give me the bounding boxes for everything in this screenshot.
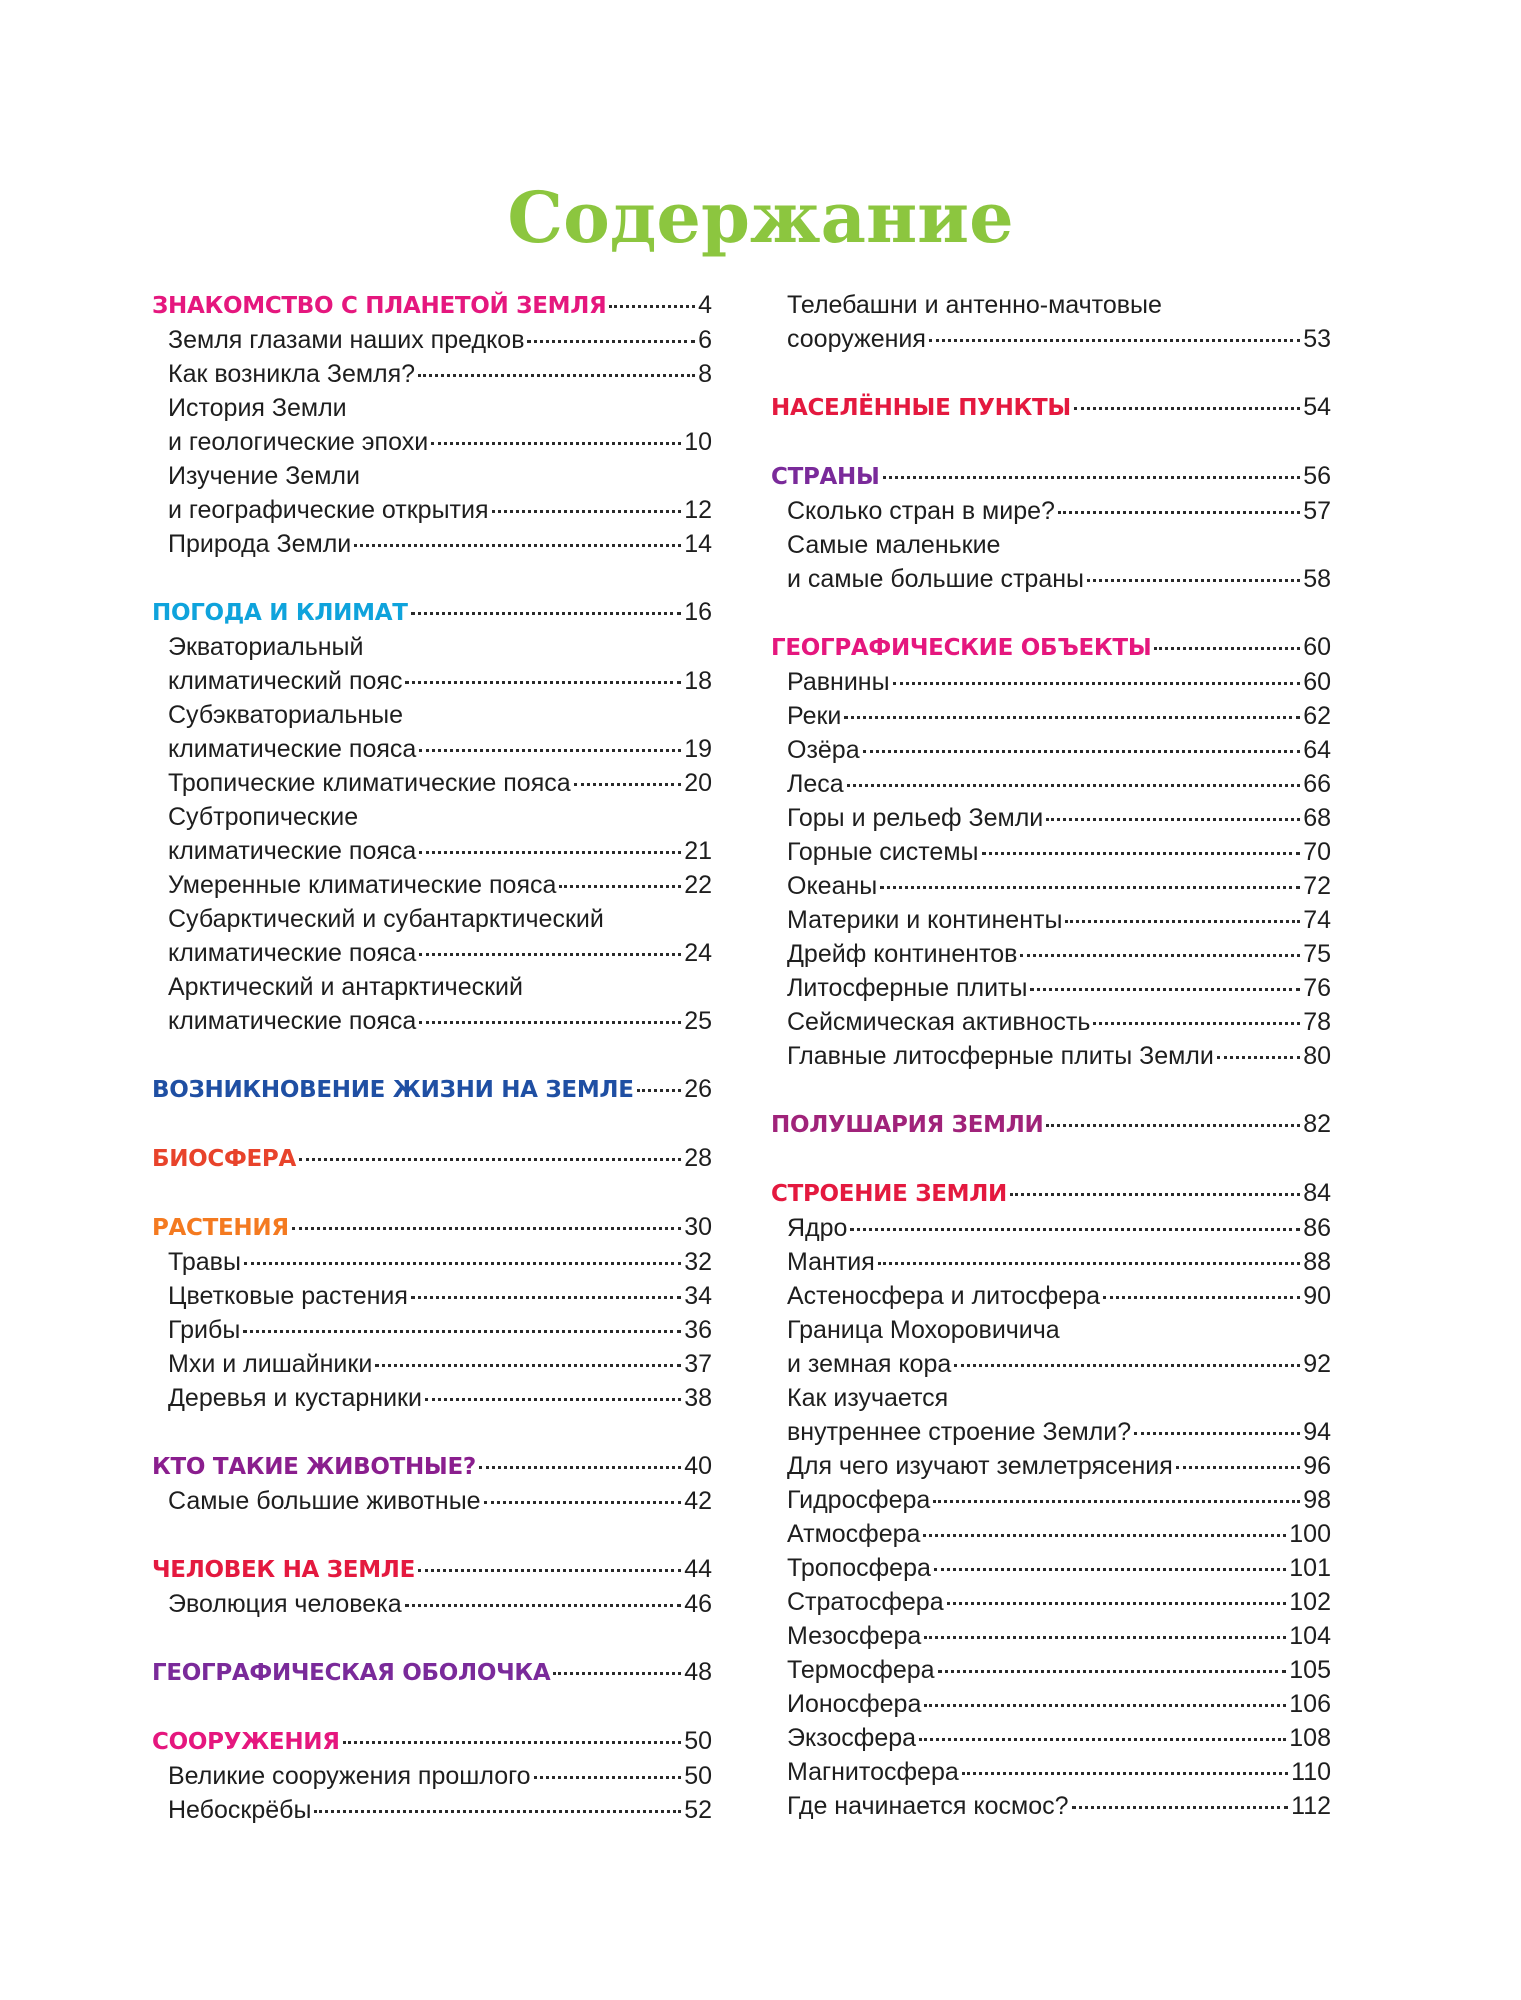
section-title: БИОСФЕРА xyxy=(152,1146,296,1172)
entry-title: Телебашни и антенно-мачтовые xyxy=(787,291,1162,319)
dot-leader xyxy=(934,1568,1286,1571)
dot-leader xyxy=(431,442,681,445)
page-number: 108 xyxy=(1289,1724,1331,1752)
entry-title: климатические пояса xyxy=(168,735,417,763)
page-number: 40 xyxy=(684,1452,712,1480)
page-number: 28 xyxy=(684,1144,712,1172)
page-number: 74 xyxy=(1303,906,1331,934)
page-number: 92 xyxy=(1303,1350,1331,1378)
dot-leader xyxy=(243,1330,681,1333)
section-title: КТО ТАКИЕ ЖИВОТНЫЕ? xyxy=(152,1454,476,1480)
entry-title: Литосферные плиты xyxy=(787,974,1028,1002)
entry-title: Для чего изучают землетрясения xyxy=(787,1452,1173,1480)
toc-entry[interactable] xyxy=(771,1551,1331,1585)
dot-leader xyxy=(1134,1432,1300,1435)
toc-entry[interactable] xyxy=(152,323,712,357)
section-title: СООРУЖЕНИЯ xyxy=(152,1729,340,1755)
entry-title: Граница Мохоровичича xyxy=(787,1316,1060,1344)
entry-title: Сколько стран в мире? xyxy=(787,497,1055,525)
page-number: 6 xyxy=(698,326,712,354)
page-number: 50 xyxy=(684,1762,712,1790)
page-number: 64 xyxy=(1303,736,1331,764)
entry-title: Как изучается xyxy=(787,1384,949,1412)
entry-title: Горные системы xyxy=(787,838,979,866)
page-number: 72 xyxy=(1303,872,1331,900)
entry-title: Земля глазами наших предков xyxy=(168,326,525,354)
page-number: 58 xyxy=(1303,565,1331,593)
page-title: Содержание xyxy=(507,176,1014,259)
entry-title: Реки xyxy=(787,702,842,730)
toc-entry[interactable] xyxy=(152,1381,712,1415)
page-number: 96 xyxy=(1303,1452,1331,1480)
dot-leader xyxy=(1093,1022,1300,1025)
page-number: 68 xyxy=(1303,804,1331,832)
entry-title: Тропические климатические пояса xyxy=(168,769,571,797)
section-title: ГЕОГРАФИЧЕСКИЕ ОБЪЕКТЫ xyxy=(771,635,1152,661)
toc-entry[interactable] xyxy=(152,1279,712,1313)
dot-leader xyxy=(883,476,1301,479)
toc-entry[interactable] xyxy=(771,1755,1331,1789)
entry-title: Магнитосфера xyxy=(787,1758,959,1786)
entry-title: Материки и континенты xyxy=(787,906,1063,934)
toc-entry[interactable] xyxy=(152,357,712,391)
entry-title: Мезосфера xyxy=(787,1622,922,1650)
dot-leader xyxy=(419,749,681,752)
toc-entry[interactable] xyxy=(771,971,1331,1005)
dot-leader xyxy=(425,1398,681,1401)
dot-leader xyxy=(954,1364,1300,1367)
section-title: ПОЛУШАРИЯ ЗЕМЛИ xyxy=(771,1112,1044,1138)
dot-leader xyxy=(1010,1193,1300,1196)
dot-leader xyxy=(1020,954,1300,957)
page-number: 48 xyxy=(684,1658,712,1686)
entry-title: Мантия xyxy=(787,1248,875,1276)
toc-section-heading[interactable] xyxy=(152,1141,712,1176)
toc-section-heading[interactable] xyxy=(152,1449,712,1484)
toc-section-heading[interactable] xyxy=(152,288,712,323)
section-spacer xyxy=(771,1073,1331,1107)
dot-leader xyxy=(609,305,695,308)
toc-section-heading[interactable] xyxy=(771,390,1331,425)
toc-entry[interactable] xyxy=(152,1313,712,1347)
dot-leader xyxy=(880,886,1300,889)
section-spacer xyxy=(771,596,1331,630)
toc-entry[interactable] xyxy=(152,902,712,970)
dot-leader xyxy=(419,851,681,854)
entry-title: Травы xyxy=(168,1248,241,1276)
page-number: 112 xyxy=(1291,1792,1331,1820)
entry-title: Изучение Земли xyxy=(168,462,360,490)
page-number: 75 xyxy=(1303,940,1331,968)
entry-title: История Земли xyxy=(168,394,347,422)
page-number: 36 xyxy=(684,1316,712,1344)
section-title: НАСЕЛЁННЫЕ ПУНКТЫ xyxy=(771,395,1071,421)
dot-leader xyxy=(292,1227,681,1230)
entry-title: Мхи и лишайники xyxy=(168,1350,373,1378)
dot-leader xyxy=(878,1262,1300,1265)
toc-entry[interactable] xyxy=(771,1245,1331,1279)
dot-leader xyxy=(418,1569,681,1572)
entry-title: Океаны xyxy=(787,872,878,900)
toc-right-column xyxy=(771,288,1331,1823)
dot-leader xyxy=(419,953,681,956)
toc-entry[interactable] xyxy=(152,1484,712,1518)
dot-leader xyxy=(411,1296,681,1299)
toc-entry[interactable] xyxy=(771,699,1331,733)
entry-title: Самые маленькие xyxy=(787,531,1001,559)
page-number: 78 xyxy=(1303,1008,1331,1036)
dot-leader xyxy=(479,1466,681,1469)
entry-title: и земная кора xyxy=(787,1350,952,1378)
dot-leader xyxy=(418,374,695,377)
dot-leader xyxy=(844,716,1300,719)
entry-title: внутреннее строение Земли? xyxy=(787,1418,1132,1446)
toc-entry[interactable] xyxy=(771,801,1331,835)
page-number: 38 xyxy=(684,1384,712,1412)
dot-leader xyxy=(314,1810,681,1813)
entry-title: Самые большие животные xyxy=(168,1487,481,1515)
entry-title: Ионосфера xyxy=(787,1690,922,1718)
page-number: 57 xyxy=(1303,497,1331,525)
entry-title: Экваториальный xyxy=(168,633,364,661)
page-number: 20 xyxy=(684,769,712,797)
dot-leader xyxy=(1154,647,1300,650)
entry-title: и географические открытия xyxy=(168,496,489,524)
dot-leader xyxy=(1217,1056,1300,1059)
dot-leader xyxy=(244,1262,681,1265)
toc-section-heading[interactable] xyxy=(152,1724,712,1759)
section-title: ПОГОДА И КЛИМАТ xyxy=(152,600,408,626)
page-number: 53 xyxy=(1303,325,1331,353)
dot-leader xyxy=(938,1670,1287,1673)
page-number: 10 xyxy=(684,428,712,456)
dot-leader xyxy=(343,1741,682,1744)
section-spacer xyxy=(152,1415,712,1449)
section-spacer xyxy=(152,1038,712,1072)
section-spacer xyxy=(771,356,1331,390)
dot-leader xyxy=(1074,407,1300,410)
toc-entry[interactable] xyxy=(771,903,1331,937)
toc-entry[interactable] xyxy=(152,970,712,1038)
toc-entry[interactable] xyxy=(771,1687,1331,1721)
dot-leader xyxy=(534,1776,682,1779)
entry-title: Цветковые растения xyxy=(168,1282,408,1310)
page-number: 90 xyxy=(1303,1282,1331,1310)
entry-title: Субэкваториальные xyxy=(168,701,404,729)
toc-entry[interactable] xyxy=(771,1721,1331,1755)
dot-leader xyxy=(1065,920,1300,923)
entry-title: Грибы xyxy=(168,1316,241,1344)
page-number: 24 xyxy=(684,939,712,967)
toc-section-heading[interactable] xyxy=(152,595,712,630)
toc-entry[interactable] xyxy=(771,733,1331,767)
toc-section-heading[interactable] xyxy=(771,1176,1331,1211)
dot-leader xyxy=(411,612,682,615)
section-spacer xyxy=(152,1690,712,1724)
toc-entry[interactable] xyxy=(152,868,712,902)
page-number: 76 xyxy=(1303,974,1331,1002)
entry-title: Великие сооружения прошлого xyxy=(168,1762,531,1790)
toc-section-heading[interactable] xyxy=(152,1072,712,1107)
section-title: СТРАНЫ xyxy=(771,464,880,490)
entry-title: Тропосфера xyxy=(787,1554,931,1582)
toc-entry[interactable] xyxy=(771,494,1331,528)
toc-entry[interactable] xyxy=(771,767,1331,801)
toc-entry[interactable] xyxy=(771,528,1331,596)
entry-title: Субарктический и субантарктический xyxy=(168,905,604,933)
dot-leader xyxy=(1087,579,1300,582)
entry-title: климатические пояса xyxy=(168,939,417,967)
page-number: 8 xyxy=(698,360,712,388)
entry-title: Эволюция человека xyxy=(168,1590,402,1618)
section-spacer xyxy=(771,1142,1331,1176)
toc-entry[interactable] xyxy=(771,1449,1331,1483)
entry-title: Атмосфера xyxy=(787,1520,921,1548)
dot-leader xyxy=(492,510,682,513)
dot-leader xyxy=(923,1534,1286,1537)
dot-leader xyxy=(1103,1296,1300,1299)
section-spacer xyxy=(152,1518,712,1552)
entry-title: Экзосфера xyxy=(787,1724,917,1752)
toc-left-column xyxy=(152,288,712,1827)
section-title: ЗНАКОМСТВО С ПЛАНЕТОЙ ЗЕМЛЯ xyxy=(152,293,607,319)
page-number: 26 xyxy=(684,1075,712,1103)
dot-leader xyxy=(933,1500,1300,1503)
page-number: 54 xyxy=(1303,393,1331,421)
page-number: 32 xyxy=(684,1248,712,1276)
page-number: 30 xyxy=(684,1213,712,1241)
page-number: 14 xyxy=(684,530,712,558)
dot-leader xyxy=(375,1364,681,1367)
toc-entry[interactable] xyxy=(152,766,712,800)
entry-title: Субтропические xyxy=(168,803,359,831)
dot-leader xyxy=(1030,988,1300,991)
entry-title: Дрейф континентов xyxy=(787,940,1018,968)
dot-leader xyxy=(1046,1124,1300,1127)
dot-leader xyxy=(637,1089,682,1092)
page-number: 106 xyxy=(1289,1690,1331,1718)
dot-leader xyxy=(1046,818,1300,821)
toc-entry[interactable] xyxy=(152,1759,712,1793)
toc-entry[interactable] xyxy=(771,1789,1331,1823)
page-number: 70 xyxy=(1303,838,1331,866)
section-spacer xyxy=(771,425,1331,459)
dot-leader xyxy=(947,1602,1287,1605)
page-number: 12 xyxy=(684,496,712,524)
entry-title: Как возникла Земля? xyxy=(168,360,416,388)
page-number: 102 xyxy=(1289,1588,1331,1616)
page-number: 34 xyxy=(684,1282,712,1310)
toc-entry[interactable] xyxy=(152,1793,712,1827)
dot-leader xyxy=(893,682,1301,685)
dot-leader xyxy=(419,1021,681,1024)
page-number: 100 xyxy=(1289,1520,1331,1548)
section-title: СТРОЕНИЕ ЗЕМЛИ xyxy=(771,1181,1007,1207)
entry-title: Деревья и кустарники xyxy=(168,1384,422,1412)
entry-title: Леса xyxy=(787,770,844,798)
section-title: ЧЕЛОВЕК НА ЗЕМЛЕ xyxy=(152,1557,416,1583)
page-number: 84 xyxy=(1303,1179,1331,1207)
page-number: 4 xyxy=(698,291,712,319)
section-spacer xyxy=(152,1176,712,1210)
toc-section-heading[interactable] xyxy=(152,1210,712,1245)
section-spacer xyxy=(152,1621,712,1655)
page-number: 52 xyxy=(684,1796,712,1824)
entry-title: Гидросфера xyxy=(787,1486,931,1514)
toc-entry[interactable] xyxy=(771,869,1331,903)
toc-entry[interactable] xyxy=(771,1005,1331,1039)
toc-entry[interactable] xyxy=(152,630,712,698)
page-number: 94 xyxy=(1303,1418,1331,1446)
page-number: 105 xyxy=(1289,1656,1331,1684)
toc-entry[interactable] xyxy=(771,835,1331,869)
page-number: 56 xyxy=(1303,462,1331,490)
page-number: 50 xyxy=(684,1727,712,1755)
entry-title: Горы и рельеф Земли xyxy=(787,804,1044,832)
dot-leader xyxy=(924,1704,1286,1707)
toc-entry[interactable] xyxy=(152,800,712,868)
toc-entry[interactable] xyxy=(771,1211,1331,1245)
page-number: 18 xyxy=(684,667,712,695)
dot-leader xyxy=(863,750,1301,753)
entry-title: Главные литосферные плиты Земли xyxy=(787,1042,1214,1070)
dot-leader xyxy=(574,783,682,786)
entry-title: Равнины xyxy=(787,668,890,696)
page-number: 104 xyxy=(1289,1622,1331,1650)
toc-entry[interactable] xyxy=(771,665,1331,699)
entry-title: Термосфера xyxy=(787,1656,935,1684)
toc-entry[interactable] xyxy=(771,1313,1331,1381)
dot-leader xyxy=(847,784,1300,787)
page-number: 60 xyxy=(1303,633,1331,661)
page-number: 86 xyxy=(1303,1214,1331,1242)
dot-leader xyxy=(919,1738,1286,1741)
toc-entry[interactable] xyxy=(771,288,1331,356)
dot-leader xyxy=(559,885,681,888)
toc-section-heading[interactable] xyxy=(152,1655,712,1690)
toc-entry[interactable] xyxy=(152,1587,712,1621)
toc-entry[interactable] xyxy=(152,1245,712,1279)
toc-entry[interactable] xyxy=(771,937,1331,971)
dot-leader xyxy=(527,340,695,343)
toc-section-heading[interactable] xyxy=(771,459,1331,494)
entry-title: Стратосфера xyxy=(787,1588,944,1616)
dot-leader xyxy=(553,1672,681,1675)
entry-title: Сейсмическая активность xyxy=(787,1008,1091,1036)
entry-title: сооружения xyxy=(787,325,926,353)
toc-entry[interactable] xyxy=(771,1585,1331,1619)
toc-entry[interactable] xyxy=(152,527,712,561)
toc-entry[interactable] xyxy=(152,459,712,527)
page-number: 88 xyxy=(1303,1248,1331,1276)
section-title: ГЕОГРАФИЧЕСКАЯ ОБОЛОЧКА xyxy=(152,1660,551,1686)
entry-title: и геологические эпохи xyxy=(168,428,429,456)
section-title: ВОЗНИКНОВЕНИЕ ЖИЗНИ НА ЗЕМЛЕ xyxy=(152,1077,634,1103)
entry-title: климатические пояса xyxy=(168,1007,417,1035)
page-number: 82 xyxy=(1303,1110,1331,1138)
page-number: 21 xyxy=(684,837,712,865)
page-number: 25 xyxy=(684,1007,712,1035)
entry-title: климатические пояса xyxy=(168,837,417,865)
toc-entry[interactable] xyxy=(771,1653,1331,1687)
dot-leader xyxy=(484,1501,682,1504)
entry-title: Астеносфера и литосфера xyxy=(787,1282,1101,1310)
page-number: 46 xyxy=(684,1590,712,1618)
dot-leader xyxy=(405,1604,682,1607)
dot-leader xyxy=(929,339,1300,342)
page-number: 37 xyxy=(684,1350,712,1378)
entry-title: Небоскрёбы xyxy=(168,1796,312,1824)
entry-title: Арктический и антарктический xyxy=(168,973,523,1001)
entry-title: Ядро xyxy=(787,1214,848,1242)
dot-leader xyxy=(1058,511,1300,514)
dot-leader xyxy=(405,681,681,684)
toc-entry[interactable] xyxy=(771,1483,1331,1517)
page-number: 101 xyxy=(1289,1554,1331,1582)
entry-title: Озёра xyxy=(787,736,860,764)
entry-title: климатический пояс xyxy=(168,667,403,695)
dot-leader xyxy=(354,544,681,547)
page-number: 44 xyxy=(684,1555,712,1583)
section-spacer xyxy=(152,561,712,595)
entry-title: Природа Земли xyxy=(168,530,352,558)
toc-entry[interactable] xyxy=(771,1039,1331,1073)
page-number: 22 xyxy=(684,871,712,899)
toc-section-heading[interactable] xyxy=(771,630,1331,665)
dot-leader xyxy=(850,1228,1300,1231)
page-number: 62 xyxy=(1303,702,1331,730)
dot-leader xyxy=(299,1158,681,1161)
page-number: 16 xyxy=(684,598,712,626)
dot-leader xyxy=(924,1636,1286,1639)
dot-leader xyxy=(982,852,1301,855)
section-title: РАСТЕНИЯ xyxy=(152,1215,289,1241)
toc-entry[interactable] xyxy=(152,698,712,766)
page-number: 98 xyxy=(1303,1486,1331,1514)
toc-entry[interactable] xyxy=(771,1279,1331,1313)
toc-entry[interactable] xyxy=(771,1619,1331,1653)
entry-title: и самые большие страны xyxy=(787,565,1085,593)
toc-section-heading[interactable] xyxy=(771,1107,1331,1142)
dot-leader xyxy=(1176,1466,1300,1469)
page-number: 19 xyxy=(684,735,712,763)
entry-title: Умеренные климатические пояса xyxy=(168,871,557,899)
page-number: 80 xyxy=(1303,1042,1331,1070)
toc-section-heading[interactable] xyxy=(152,1552,712,1587)
entry-title: Где начинается космос? xyxy=(787,1792,1069,1820)
page-number: 42 xyxy=(684,1487,712,1515)
toc-entry[interactable] xyxy=(771,1517,1331,1551)
dot-leader xyxy=(1072,1806,1289,1809)
toc-entry[interactable] xyxy=(152,391,712,459)
dot-leader xyxy=(962,1772,1288,1775)
section-spacer xyxy=(152,1107,712,1141)
toc-entry[interactable] xyxy=(152,1347,712,1381)
toc-entry[interactable] xyxy=(771,1381,1331,1449)
page-number: 60 xyxy=(1303,668,1331,696)
page-number: 66 xyxy=(1303,770,1331,798)
page-number: 110 xyxy=(1291,1758,1331,1786)
